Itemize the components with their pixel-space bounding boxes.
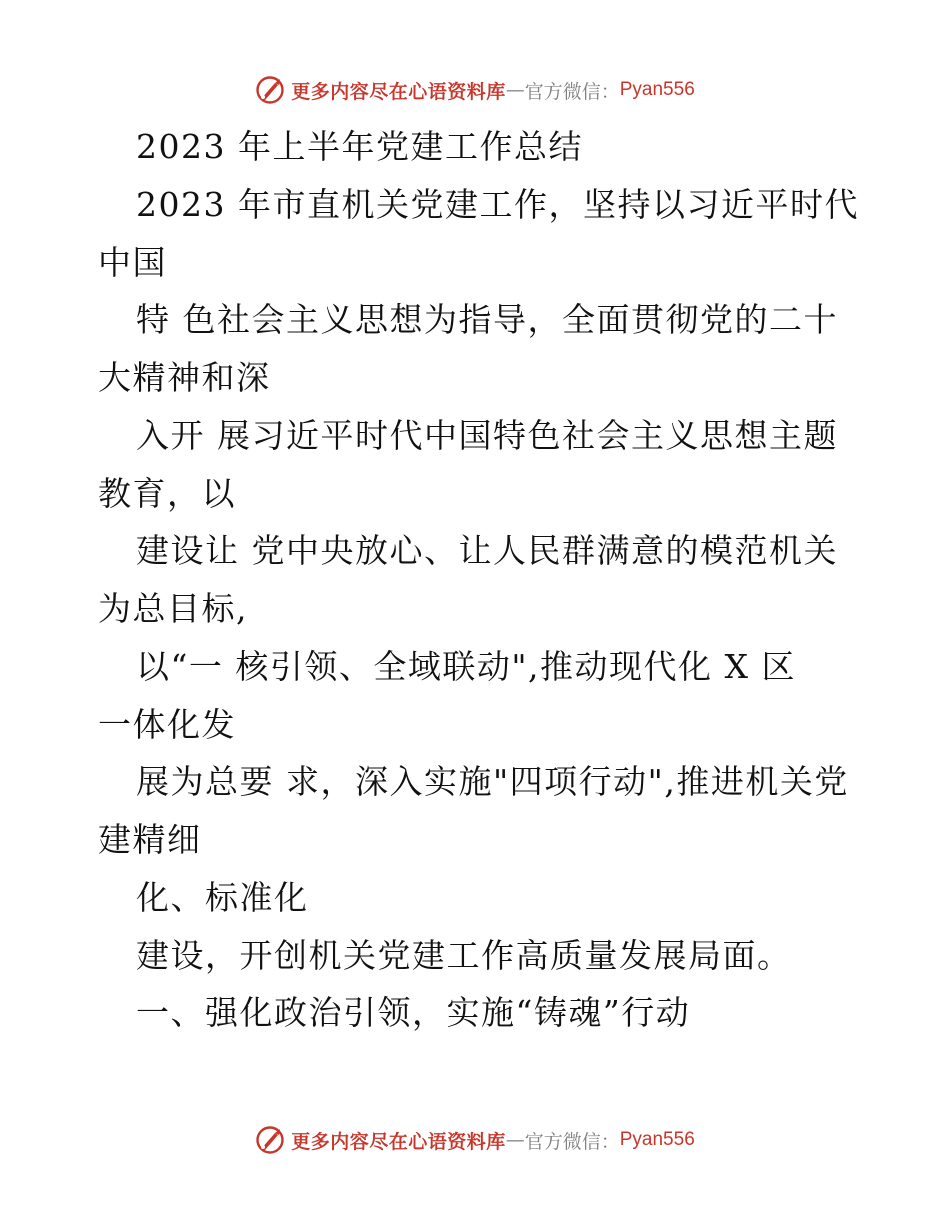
quill-logo-icon — [255, 75, 285, 105]
banner-wechat-id: Pyan556 — [619, 79, 695, 100]
text-line: 以“一 核引领、全域联动",推动现代化 X 区 — [136, 646, 797, 686]
footer-banner — [0, 1122, 950, 1158]
document-body — [98, 118, 858, 1042]
banner-official-label: 官方微信： — [524, 80, 620, 103]
banner-main-text: 更多内容尽在心语资料库 — [291, 80, 506, 103]
text-line: 展为总要 求，深入实施"四项行动",推进机关党 — [136, 762, 849, 802]
text-line: 教育，以 — [98, 473, 236, 513]
header-banner — [0, 72, 950, 108]
text-line: 入开 展习近平时代中国特色社会主义思想主题 — [136, 415, 838, 455]
text-line: 化、标准化 — [136, 877, 309, 917]
banner-separator: — — [505, 1129, 525, 1151]
document-title: 2023 年上半年党建工作总结 — [136, 127, 583, 166]
banner-main-text: 更多内容尽在心语资料库 — [291, 1130, 506, 1153]
text-line: 建精细 — [98, 820, 202, 859]
quill-logo-icon — [255, 1125, 285, 1155]
text-line: 2023 年市直机关党建工作，坚持以习近平时代 — [136, 184, 859, 224]
text-line: 建设让 党中央放心、让人民群满意的模范机关 — [136, 531, 838, 571]
text-line: 一、强化政治引领，实施“铸魂”行动 — [136, 993, 691, 1033]
text-line: 中国 — [98, 242, 167, 282]
banner-wechat-id: Pyan556 — [619, 1129, 695, 1150]
text-line: 大精神和深 — [98, 358, 271, 397]
text-line: 为总目标, — [98, 589, 248, 628]
banner-separator: — — [505, 79, 525, 101]
banner-official-label: 官方微信： — [524, 1130, 620, 1153]
text-line: 建设，开创机关党建工作高质量发展局面。 — [136, 935, 792, 975]
text-line: 特 色社会主义思想为指导，全面贯彻党的二十 — [136, 300, 838, 340]
text-line: 一体化发 — [98, 704, 236, 744]
